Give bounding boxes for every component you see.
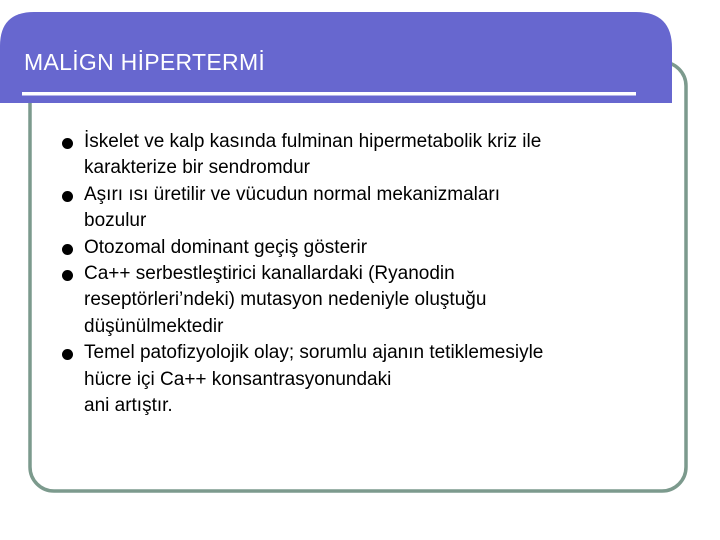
bullet-text-line: reseptörleri’ndeki) mutasyon nedeniyle oluştuğu bbox=[84, 289, 487, 311]
bullet-text-line: İskelet ve kalp kasında fulminan hipermetabolik kriz ile bbox=[84, 131, 542, 152]
title-divider bbox=[22, 92, 636, 96]
bullet-item bbox=[62, 261, 672, 340]
bullet-text-line: Otozomal dominant geçiş gösterir bbox=[84, 236, 368, 258]
bullet-dot-icon bbox=[62, 349, 73, 360]
bullet-text-line: Ca++ serbestleştirici kanallardaki (Ryanodin bbox=[84, 263, 455, 285]
bullet-dot-icon bbox=[62, 191, 73, 202]
bullet-item bbox=[62, 129, 672, 182]
bullet-text-line: hücre içi Ca++ konsantrasyonundaki bbox=[84, 368, 392, 390]
bullet-dot-icon bbox=[62, 138, 73, 149]
bullet-item bbox=[62, 235, 672, 261]
bullet-text-line: Temel patofizyolojik olay; sorumlu ajanın tetiklemesiyle bbox=[84, 342, 544, 364]
slide-title: MALİGN HİPERTERMİ bbox=[24, 49, 266, 75]
bullet-dot-icon bbox=[62, 244, 73, 255]
bullet-item bbox=[62, 340, 672, 419]
bullet-text-line: bozulur bbox=[84, 210, 147, 232]
bullet-text-line: düşünülmektedir bbox=[84, 315, 224, 337]
bullet-list bbox=[62, 129, 672, 419]
bullet-text-line: karakterize bir sendromdur bbox=[84, 157, 310, 179]
bullet-text-line: Aşırı ısı üretilir ve vücudun normal mekanizmaları bbox=[84, 183, 501, 205]
bullet-text-line: ani artıştır. bbox=[84, 395, 173, 417]
bullet-dot-icon bbox=[62, 270, 73, 281]
bullet-item bbox=[62, 182, 672, 235]
